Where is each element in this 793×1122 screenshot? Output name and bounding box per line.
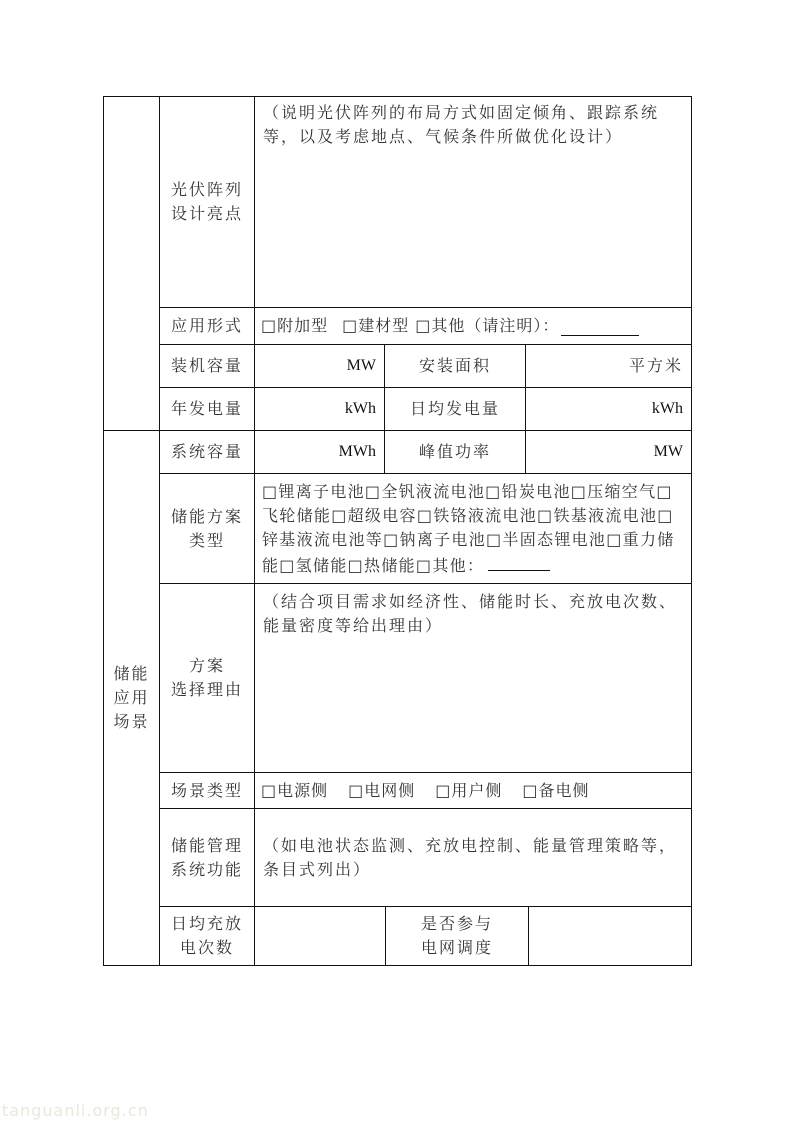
- unit-sqm: 平方米: [628, 356, 683, 375]
- unit-kwh: kWh: [344, 400, 376, 417]
- grid-dispatch-label: [386, 907, 528, 965]
- label-line: 选择理由: [170, 680, 243, 699]
- daily-generation-field[interactable]: [526, 388, 691, 430]
- peak-power-label: 峰值功率: [418, 442, 491, 461]
- scheme-type-options[interactable]: [255, 474, 691, 583]
- application-form-label: 应用形式: [170, 316, 243, 335]
- label-line: 储能: [113, 664, 150, 683]
- daily-cycles-label: [160, 907, 254, 965]
- table-border-right: [691, 96, 692, 966]
- installed-capacity-field[interactable]: [255, 345, 384, 387]
- label-line: 储能方案: [170, 506, 243, 526]
- selection-reason-field[interactable]: [255, 584, 691, 772]
- scenario-type-label: 场景类型: [170, 780, 243, 800]
- label-line: 设计亮点: [170, 204, 243, 223]
- installed-capacity-label: 装机容量: [170, 356, 243, 375]
- unit-kwh: kWh: [651, 400, 683, 417]
- pv-design-label: [160, 97, 254, 307]
- daily-cycles-field[interactable]: [255, 907, 385, 965]
- label-line: 电网调度: [420, 938, 493, 957]
- label-line: 光伏阵列: [170, 180, 243, 199]
- scheme-options-text: □锂离子电池□全钒液流电池□铅炭电池□压缩空气□飞轮储能□超级电容□铁铬液流电池□铁基液流电池□锌基液流电池等□钠离子电池□半固态锂电池□重力储能□氢储能□热储能□其他：: [262, 482, 675, 575]
- label-line: 储能管理: [170, 835, 243, 855]
- storage-group-label: [104, 431, 159, 965]
- label-line: 电次数: [179, 938, 234, 957]
- system-capacity-label: 系统容量: [170, 442, 243, 461]
- label-line: 系统功能: [170, 859, 243, 879]
- label-line: 日均充放: [170, 914, 243, 933]
- grid-dispatch-field[interactable]: [529, 907, 691, 965]
- label-line: 是否参与: [420, 914, 493, 933]
- daily-generation-label: 日均发电量: [409, 399, 500, 418]
- label-line: 方案: [188, 656, 225, 675]
- install-area-field[interactable]: [526, 345, 691, 387]
- application-form-options: [255, 308, 691, 344]
- unit-mw: MW: [653, 443, 683, 460]
- unit-mw: MW: [346, 357, 376, 374]
- annual-generation-field[interactable]: [255, 388, 384, 430]
- checkbox-user-side[interactable]: □用户侧: [435, 780, 503, 800]
- checkbox-building-material[interactable]: □建材型: [342, 316, 410, 335]
- selection-reason-label: [160, 584, 254, 772]
- bms-functions-field[interactable]: [255, 809, 691, 906]
- selection-reason-hint: （结合项目需求如经济性、储能时长、充放电次数、能量密度等给出理由）: [263, 592, 678, 635]
- label-line: 应用: [113, 688, 150, 707]
- annual-generation-label: 年发电量: [170, 399, 243, 418]
- label-line: 类型: [188, 530, 225, 550]
- bms-functions-hint: （如电池状态监测、充放电控制、能量管理策略等，条目式列出）: [263, 835, 678, 879]
- system-capacity-field[interactable]: [255, 431, 384, 473]
- checkbox-grid-side[interactable]: □电网侧: [348, 780, 416, 800]
- pv-design-hint: （说明光伏阵列的布局方式如固定倾角、跟踪系统等，以及考虑地点、气候条件所做优化设计）: [263, 103, 660, 146]
- checkbox-other[interactable]: □其他（请注明）：: [415, 316, 560, 335]
- label-line: 场景: [113, 712, 150, 731]
- install-area-label: 安装面积: [418, 356, 491, 375]
- watermark: tanguanli.org.cn: [2, 1101, 149, 1120]
- other-fill-blank[interactable]: [488, 552, 550, 571]
- other-fill-blank[interactable]: [561, 317, 639, 336]
- checkbox-addon[interactable]: □附加型: [261, 316, 329, 335]
- checkbox-backup-side[interactable]: □备电侧: [522, 780, 590, 800]
- peak-power-field[interactable]: [526, 431, 691, 473]
- table-border-bottom: [103, 965, 692, 966]
- scenario-type-options: [255, 773, 691, 808]
- pv-design-field[interactable]: [255, 97, 691, 307]
- unit-mwh: MWh: [338, 443, 376, 460]
- bms-functions-label: [160, 809, 254, 906]
- checkbox-source-side[interactable]: □电源侧: [261, 780, 329, 800]
- scheme-type-label: [160, 474, 254, 583]
